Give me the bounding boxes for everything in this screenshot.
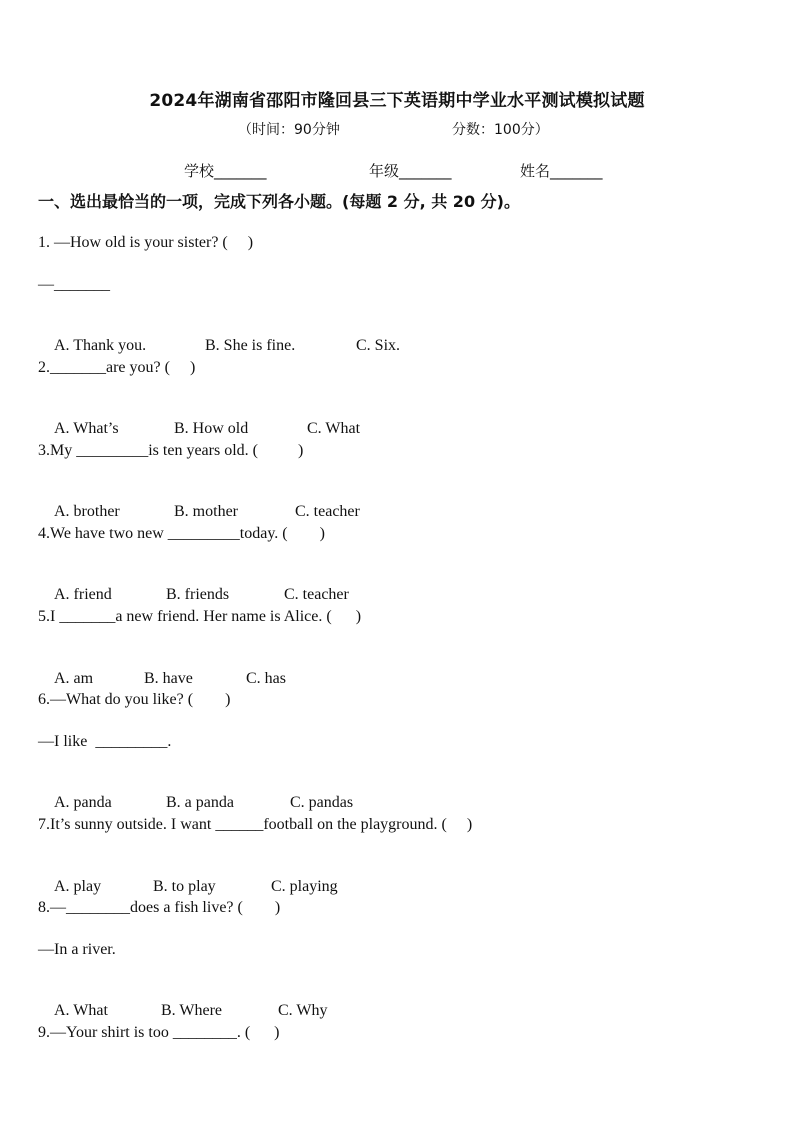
score-info: 分数：100分） — [452, 122, 549, 138]
option-a: A. Thank you. — [54, 337, 147, 354]
question-3-stem: 3.My _________is ten years old. ( ) — [38, 442, 304, 459]
time-info: （时间：90分钟 — [238, 122, 340, 138]
question-8-stem: 8.—________does a fish live? ( ) — [38, 899, 281, 916]
option-a: A. What — [54, 1002, 108, 1019]
option-c: C. What — [307, 420, 361, 437]
option-b: B. friends — [166, 586, 230, 603]
option-b: B. How old — [174, 420, 249, 437]
question-8-answer-line: —In a river. — [38, 941, 116, 958]
option-c: C. pandas — [290, 794, 354, 811]
option-a: A. What’s — [54, 420, 119, 437]
question-1-stem: 1. —How old is your sister? ( ) — [38, 234, 254, 251]
option-a: A. am — [54, 670, 94, 687]
option-c: C. Six. — [356, 337, 401, 354]
option-c: C. Why — [278, 1002, 328, 1019]
grade-field: 年级_______ — [369, 162, 452, 180]
option-a: A. brother — [54, 503, 120, 520]
option-b: B. to play — [153, 878, 216, 895]
option-b: B. She is fine. — [205, 337, 296, 354]
option-a: A. panda — [54, 794, 112, 811]
question-6-answer-line: —I like _________. — [38, 733, 172, 750]
option-b: B. Where — [161, 1002, 223, 1019]
question-5-stem: 5.I _______a new friend. Her name is Alice. ( ) — [38, 608, 362, 625]
option-c: C. has — [246, 670, 286, 687]
option-b: B. mother — [174, 503, 238, 520]
question-7-stem: 7.It’s sunny outside. I want ______football on the playground. ( ) — [38, 816, 473, 833]
option-c: C. playing — [271, 878, 338, 895]
option-c: C. teacher — [295, 503, 360, 520]
school-field: 学校_______ — [184, 162, 267, 180]
question-4-stem: 4.We have two new _________today. ( ) — [38, 525, 325, 542]
question-6-stem: 6.—What do you like? ( ) — [38, 691, 231, 708]
option-b: B. have — [144, 670, 193, 687]
question-9-stem: 9.—Your shirt is too ________. ( ) — [38, 1024, 280, 1041]
option-a: A. play — [54, 878, 102, 895]
option-a: A. friend — [54, 586, 112, 603]
name-field: 姓名_______ — [520, 162, 603, 180]
section-heading: 一、选出最恰当的一项，完成下列各小题。(每题 2 分, 共 20 分)。 — [38, 192, 520, 211]
option-c: C. teacher — [284, 586, 349, 603]
question-1-answer-line: —_______ — [38, 276, 110, 293]
page-title: 2024年湖南省邵阳市隆回县三下英语期中学业水平测试模拟试题 — [149, 91, 645, 111]
question-2-stem: 2._______are you? ( ) — [38, 359, 196, 376]
option-b: B. a panda — [166, 794, 234, 811]
